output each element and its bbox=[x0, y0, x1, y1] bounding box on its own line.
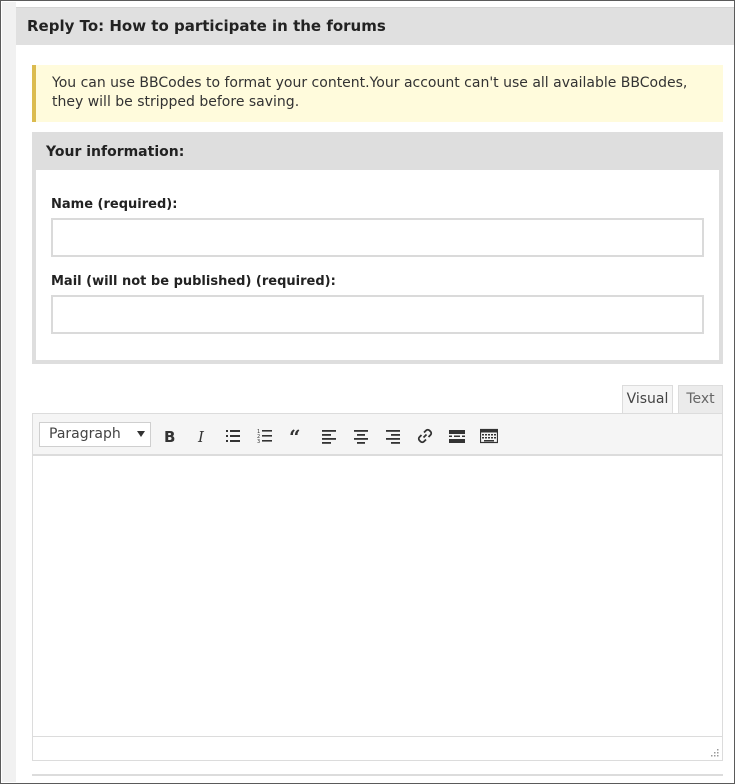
bbcode-notice bbox=[32, 65, 723, 122]
tab-text[interactable]: Text bbox=[678, 385, 723, 414]
insert-link-button[interactable] bbox=[414, 425, 436, 447]
toolbar-toggle-button[interactable] bbox=[478, 425, 500, 447]
svg-text:2: 2 bbox=[257, 434, 261, 440]
notice-text: You can use BBCodes to format your content.Your account can't use all available BBCodes, they will be stripped before saving. bbox=[52, 75, 688, 110]
editor-toolbar bbox=[32, 413, 723, 456]
blockquote-button[interactable] bbox=[286, 425, 308, 447]
read-more-icon bbox=[449, 428, 465, 444]
your-information-fieldset bbox=[32, 132, 723, 364]
toolbar-toggle-icon bbox=[480, 428, 498, 444]
dropdown-caret-icon bbox=[137, 431, 145, 437]
blockquote-icon bbox=[289, 428, 305, 444]
bold-icon bbox=[161, 428, 177, 444]
bottom-divider bbox=[32, 774, 723, 776]
format-select-value: Paragraph bbox=[49, 426, 121, 442]
bold-button[interactable] bbox=[158, 425, 180, 447]
editor-statusbar bbox=[32, 736, 723, 761]
legend-text: Your information: bbox=[46, 144, 185, 160]
align-center-icon bbox=[353, 428, 369, 444]
name-input[interactable] bbox=[51, 218, 704, 257]
svg-text:B: B bbox=[164, 428, 176, 444]
editor-content-area[interactable] bbox=[32, 456, 723, 737]
align-right-button[interactable] bbox=[382, 425, 404, 447]
svg-text:3: 3 bbox=[257, 439, 261, 444]
fieldset-legend bbox=[36, 136, 719, 170]
italic-icon bbox=[193, 428, 209, 444]
numbered-list-icon bbox=[257, 428, 273, 444]
svg-text:I: I bbox=[198, 428, 204, 444]
svg-text:1: 1 bbox=[257, 429, 261, 435]
left-gutter bbox=[2, 2, 16, 782]
italic-button[interactable] bbox=[190, 425, 212, 447]
form-title: Reply To: How to participate in the forums bbox=[27, 17, 386, 35]
tab-visual[interactable]: Visual bbox=[622, 385, 673, 414]
read-more-button[interactable] bbox=[446, 425, 468, 447]
bulleted-list-icon bbox=[225, 428, 241, 444]
link-icon bbox=[417, 428, 433, 444]
bulleted-list-button[interactable] bbox=[222, 425, 244, 447]
align-right-icon bbox=[385, 428, 401, 444]
numbered-list-button[interactable] bbox=[254, 425, 276, 447]
resize-handle-icon[interactable] bbox=[710, 748, 719, 757]
mail-label: Mail (will not be published) (required): bbox=[51, 274, 336, 289]
mail-input[interactable] bbox=[51, 295, 704, 334]
align-center-button[interactable] bbox=[350, 425, 372, 447]
paragraph-format-select[interactable] bbox=[39, 422, 151, 447]
form-header bbox=[16, 7, 734, 45]
align-left-button[interactable] bbox=[318, 425, 340, 447]
name-label: Name (required): bbox=[51, 197, 178, 212]
align-left-icon bbox=[321, 428, 337, 444]
svg-text:“: “ bbox=[289, 428, 301, 444]
